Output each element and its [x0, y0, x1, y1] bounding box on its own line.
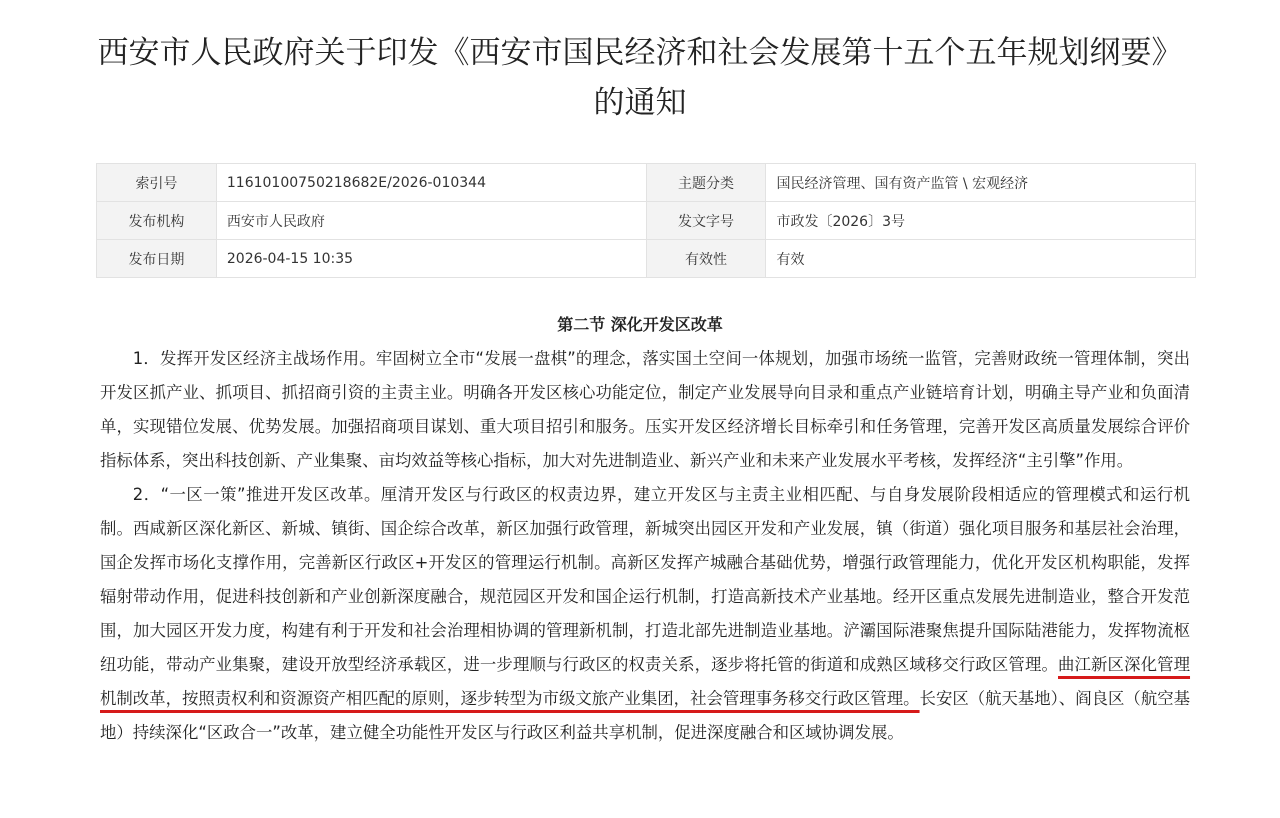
meta-label-publisher: 发布机构 [97, 202, 217, 240]
meta-label-validity: 有效性 [646, 240, 766, 278]
meta-label-topic: 主题分类 [646, 164, 766, 202]
paragraph-2 [100, 478, 1190, 750]
meta-row [97, 164, 1196, 202]
meta-value-validity: 有效 [766, 240, 1196, 278]
meta-value-index: 11610100750218682E/2026-010344 [216, 164, 646, 202]
document-meta-table [96, 163, 1196, 278]
section-title: 第二节 深化开发区改革 [557, 315, 723, 334]
meta-label-doc-number: 发文字号 [646, 202, 766, 240]
meta-label-date: 发布日期 [97, 240, 217, 278]
document-title: 西安市人民政府关于印发《西安市国民经济和社会发展第十五个五年规划纲要》的通知 [97, 35, 1183, 121]
highlighted-text: 曲江新区深化管理机制改革，按照责权利和资源资产相匹配的原则，逐步转型为市级文旅产业集团，社会管理事务移交行政区管理。 [100, 655, 1191, 708]
paragraph-2-text-before: 2．“一区一策”推进开发区改革。厘清开发区与行政区的权责边界，建立开发区与主责主业相匹配、与自身发展阶段相适应的管理模式和运行机制。西咸新区深化新区、新城、镇街、国企综合改革，新区加强行政管理，新城突出园区开发和产业发展，镇（街道）强化项目服务和基层社会治理，国企发挥市场化支撑作用，完善新区行政区+开发区的管理运行机制。高新区发挥产城融合基础优势，增强行政管理能力，优化开发区机构职能，发挥辐射带动作用，促进科技创新和产业创新深度融合，规范园区开发和国企运行机制，打造高新技术产业基地。经开区重点发展先进制造业，整合开发范围，加大园区开发力度，构建有利于开发和社会治理相协调的管理新机制，打造北部先进制造业基地。浐灞国际港聚焦提升国际陆港能力，发挥物流枢纽功能，带动产业集聚，建设开放型经济承载区，进一步理顺与行政区的权责关系，逐步将托管的街道和成熟区域移交行政区管理。 [100, 485, 1190, 674]
meta-row [97, 202, 1196, 240]
meta-label-index: 索引号 [97, 164, 217, 202]
paragraph-2-text-after: 长安区（航天基地）、阎良区（航空基地）持续深化“区政合一”改革，建立健全功能性开发区与行政区利益共享机制，促进深度融合和区域协调发展。 [100, 689, 1190, 742]
paragraph-1: 1．发挥开发区经济主战场作用。牢固树立全市“发展一盘棋”的理念，落实国土空间一体规划，加强市场统一监管，完善财政统一管理体制，突出开发区抓产业、抓项目、抓招商引资的主责主业。明确各开发区核心功能定位，制定产业发展导向目录和重点产业链培育计划，明确主导产业和负面清单，实现错位发展、优势发展。加强招商项目谋划、重大项目招引和服务。压实开发区经济增长目标牵引和任务管理，完善开发区高质量发展综合评价指标体系，突出科技创新、产业集聚、亩均效益等核心指标，加大对先进制造业、新兴产业和未来产业发展水平考核，发挥经济“主引擎”作用。 [100, 349, 1190, 470]
meta-value-topic: 国民经济管理、国有资产监管 \ 宏观经济 [766, 164, 1196, 202]
article-body [100, 342, 1190, 750]
meta-value-date: 2026-04-15 10:35 [216, 240, 646, 278]
meta-value-publisher: 西安市人民政府 [216, 202, 646, 240]
meta-value-doc-number: 市政发〔2026〕3号 [766, 202, 1196, 240]
meta-row [97, 240, 1196, 278]
